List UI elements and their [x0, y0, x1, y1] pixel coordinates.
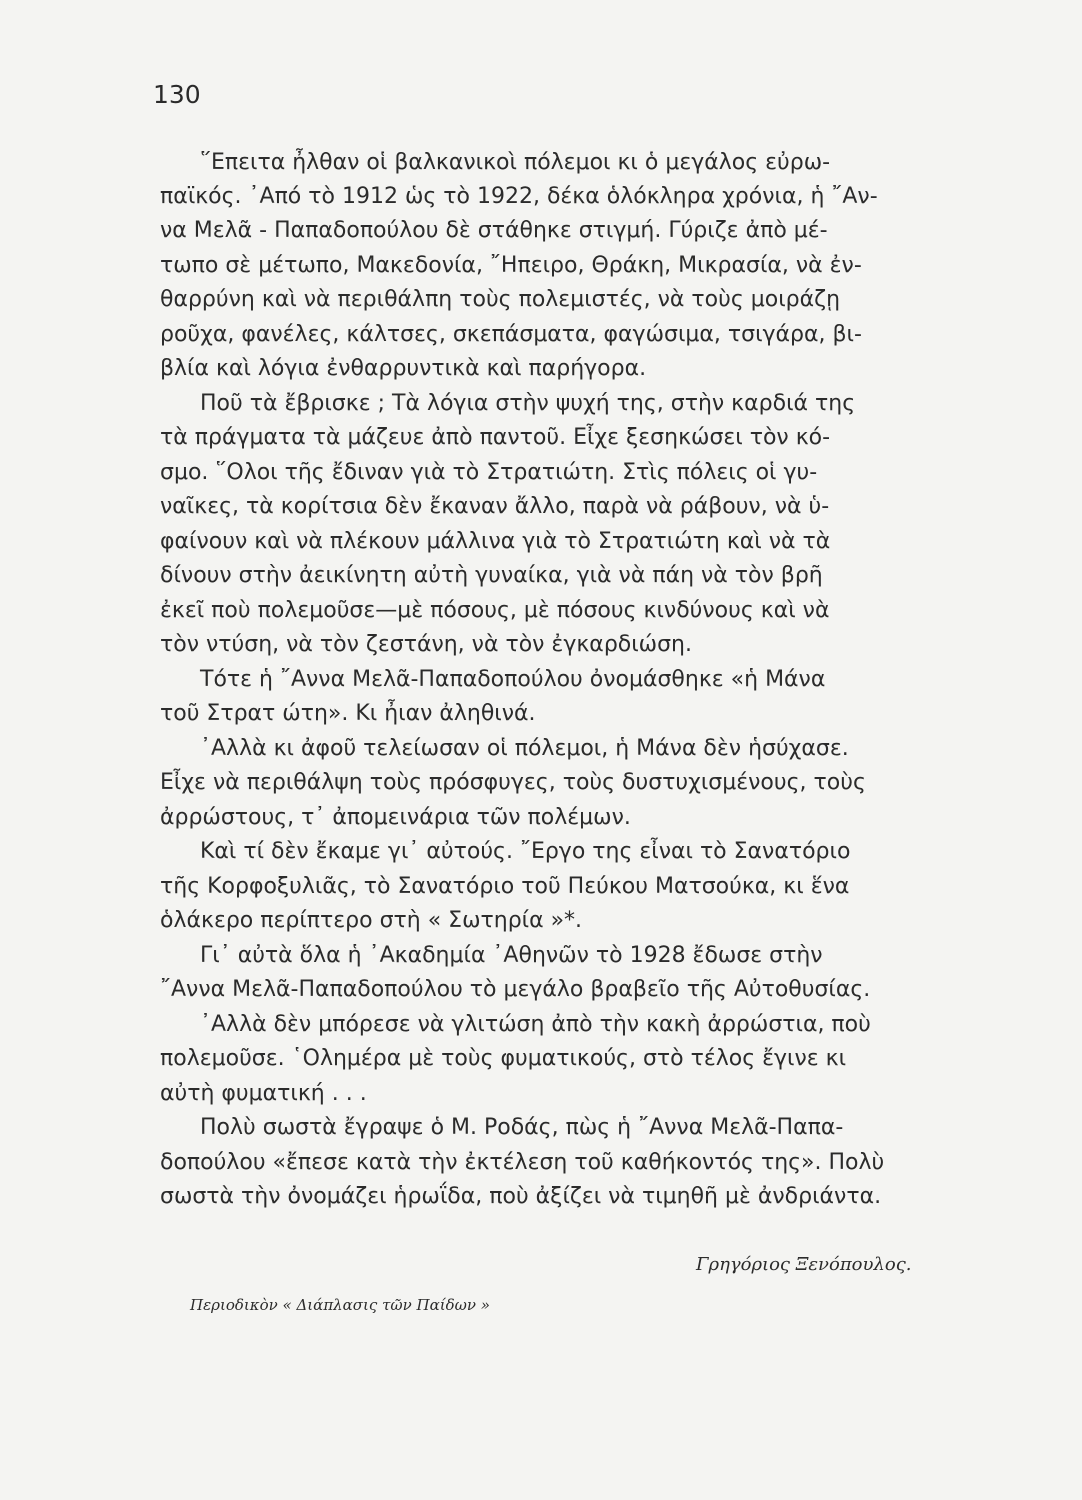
text-line: Πολὺ σωστὰ ἔγραψε ὁ Μ. Ροδάς, πὼς ἡ ῎Αννα Μελᾶ-Παπα-	[200, 1115, 844, 1140]
text-line: ροῦχα, φανέλες, κάλτσες, σκεπάσματα, φαγώσιμα, τσιγάρα, βι-	[160, 322, 862, 347]
author-signature: Γρηγόριος Ξενόπουλος.	[696, 1254, 912, 1275]
text-line: τοῦ Στρατ ώτη». Κι ἦιαν ἀληθινά.	[160, 701, 536, 726]
text-line: ναῖκες, τὰ κορίτσια δὲν ἔκαναν ἄλλο, παρὰ νὰ ράβουν, νὰ ὑ-	[160, 494, 830, 519]
text-line: ᾿Αλλὰ κι ἀφοῦ τελείωσαν οἱ πόλεμοι, ἡ Μάνα δὲν ἡσύχασε.	[200, 736, 849, 761]
text-line: αὐτὴ φυματική . . .	[160, 1081, 367, 1106]
text-line: θαρρύνη καὶ νὰ περιθάλπη τοὺς πολεμιστές, νὰ τοὺς μοιράζῃ	[160, 287, 841, 312]
text-line: Τότε ἡ ῎Αννα Μελᾶ-Παπαδοπούλου ὀνομάσθηκε «ἡ Μάνα	[200, 667, 826, 692]
text-line: να Μελᾶ - Παπαδοπούλου δὲ στάθηκε στιγμή. Γύριζε ἀπὸ μέ-	[160, 218, 828, 243]
text-line: ᾿Αλλὰ δὲν μπόρεσε νὰ γλιτώση ἀπὸ τὴν κακὴ ἀρρώστια, ποὺ	[200, 1012, 871, 1037]
text-line: Εἶχε νὰ περιθάλψη τοὺς πρόσφυγες, τοὺς δυστυχισμένους, τοὺς	[160, 770, 866, 795]
text-line: τὰ πράγματα τὰ μάζευε ἀπὸ παντοῦ. Εἶχε ξεσηκώσει τὸν κό-	[160, 425, 831, 450]
text-line: ἀρρώστους, τ᾿ ἀπομεινάρια τῶν πολέμων.	[160, 805, 631, 830]
text-line: παϊκός. ᾿Από τὸ 1912 ὡς τὸ 1922, δέκα ὁλόκληρα χρόνια, ἡ ῎Αν-	[160, 184, 878, 209]
text-line: σμο. ῞Ολοι τῆς ἔδιναν γιὰ τὸ Στρατιώτη. Στὶς πόλεις οἱ γυ-	[160, 460, 818, 485]
text-line: ῞Επειτα ἦλθαν οἱ βαλκανικοὶ πόλεμοι κι ὁ μεγάλος εὐρω-	[200, 150, 831, 175]
text-line: Γι᾿ αὐτὰ ὅλα ἡ ᾿Ακαδημία ᾿Αθηνῶν τὸ 1928 ἔδωσε στὴν	[200, 943, 823, 968]
text-line: σωστὰ τὴν ὀνομάζει ἡρωΐδα, ποὺ ἀξίζει νὰ τιμηθῆ μὲ ἀνδριάντα.	[160, 1184, 882, 1209]
text-line: Ποῦ τὰ ἔβρισκε ; Τὰ λόγια στὴν ψυχή της, στὴν καρδιά της	[200, 391, 856, 416]
text-line: δίνουν στὴν ἀεικίνητη αὐτὴ γυναίκα, γιὰ νὰ πάη νὰ τὸν βρῆ	[160, 563, 823, 588]
text-line: δοπούλου «ἔπεσε κατὰ τὴν ἐκτέλεση τοῦ καθήκοντός της». Πολὺ	[160, 1150, 885, 1175]
text-line: πολεμοῦσε. ῾Ολημέρα μὲ τοὺς φυματικούς, στὸ τέλος ἔγινε κι	[160, 1046, 847, 1071]
text-line: φαίνουν καὶ νὰ πλέκουν μάλλινα γιὰ τὸ Στρατιώτη καὶ νὰ τὰ	[160, 529, 831, 554]
text-line: ὁλάκερο περίπτερο στὴ « Σωτηρία »*.	[160, 908, 583, 933]
source-citation: Περιοδικὸν « Διάπλασις τῶν Παίδων »	[190, 1296, 490, 1314]
text-line: ἐκεῖ ποὺ πολεμοῦσε—μὲ πόσους, μὲ πόσους κινδύνους καὶ νὰ	[160, 598, 830, 623]
text-line: βλία καὶ λόγια ἐνθαρρυντικὰ καὶ παρήγορα.	[160, 356, 647, 381]
text-line: ῎Αννα Μελᾶ-Παπαδοπούλου τὸ μεγάλο βραβεῖο τῆς Αὐτοθυσίας.	[160, 977, 871, 1002]
text-line: Καὶ τί δὲν ἔκαμε γι᾿ αὐτούς. ῎Εργο της εἶναι τὸ Σανατόριο	[200, 839, 851, 864]
page-number: 130	[153, 80, 201, 109]
text-line: τωπο σὲ μέτωπο, Μακεδονία, ῎Ηπειρο, Θράκη, Μικρασία, νὰ ἐν-	[160, 253, 862, 278]
text-line: τὸν ντύση, νὰ τὸν ζεστάνη, νὰ τὸν ἐγκαρδιώση.	[160, 632, 692, 657]
text-line: τῆς Κορφοξυλιᾶς, τὸ Σανατόριο τοῦ Πεύκου Ματσούκα, κι ἕνα	[160, 874, 850, 899]
